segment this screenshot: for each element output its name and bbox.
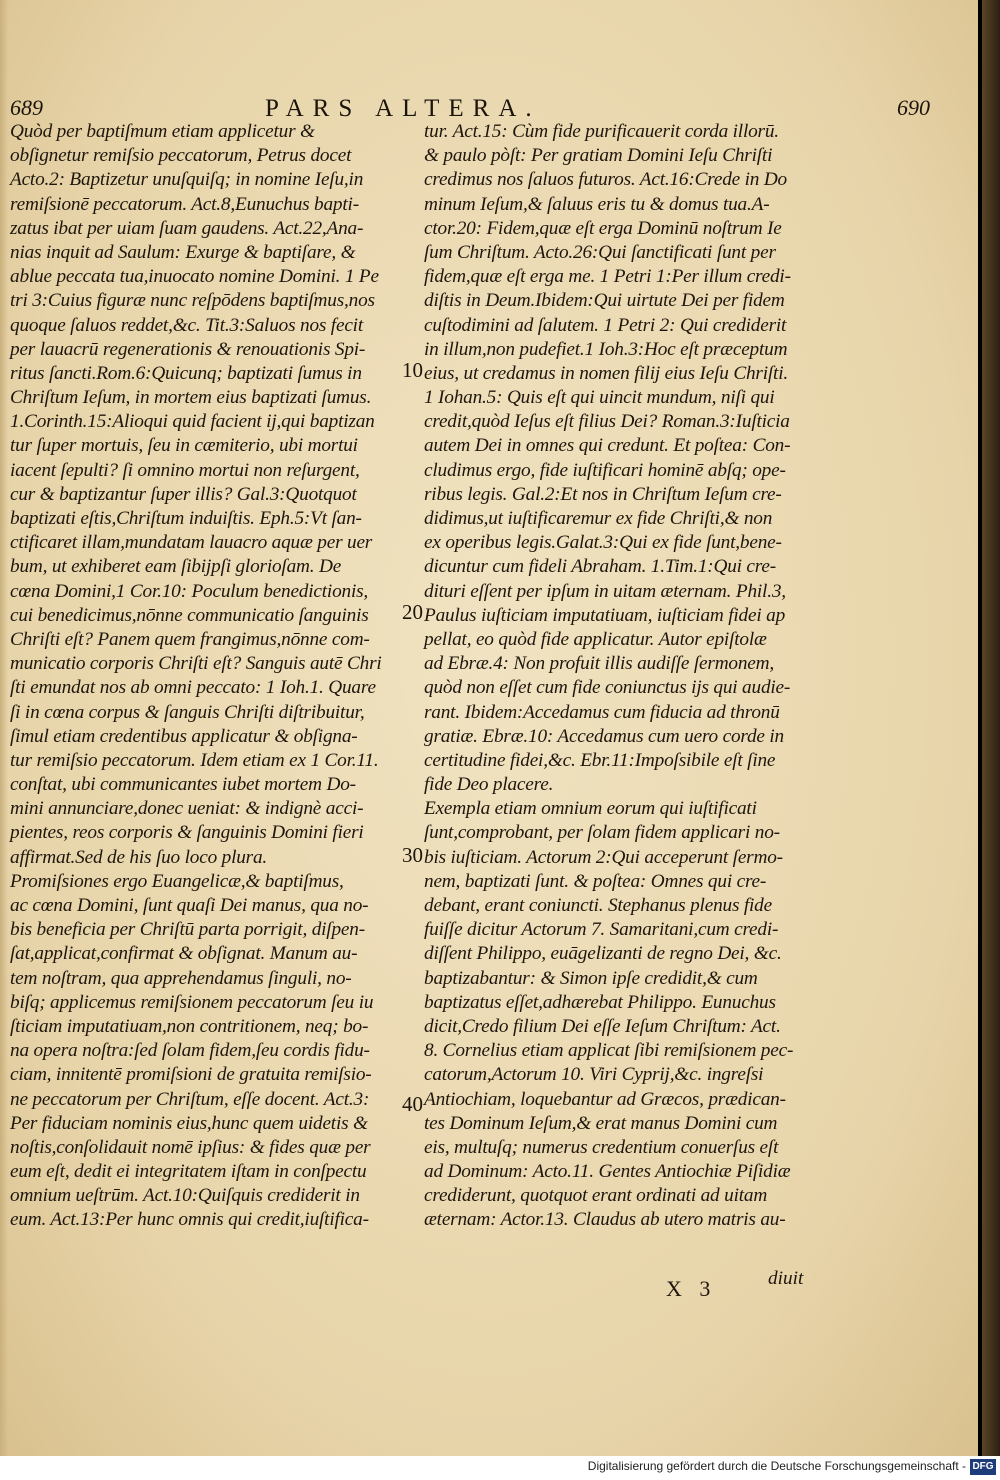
text-line: bis beneficia per Chriſtū parta porrigit, diſpen- [10, 919, 365, 941]
text-line: bis iuſticiam. Actorum 2:Qui acceperunt ſermo- [424, 846, 783, 868]
text-line: debant, erant coniuncti. Stephanus plenus fide [424, 895, 772, 916]
text-line: tes Dominum Ieſum,& erat manus Domini cum [424, 1112, 778, 1134]
text-line: & paulo pòſt: Per gratiam Domini Ieſu Chriſti [424, 145, 773, 167]
text-line: credit,quòd Ieſus eſt filius Dei? Roman.3:Iuſticia [424, 411, 790, 433]
text-line: quoque ſaluos reddet,&c. Tit.3:Saluos nos fecit [10, 314, 363, 336]
text-line: fuiſſe dicitur Actorum 7. Samaritani,cum credi- [424, 919, 779, 941]
page-number-right: 690 [897, 95, 930, 120]
footer-bar [0, 1456, 1000, 1480]
text-line: nem, baptizati ſunt. & poſtea: Omnes qui cre- [424, 870, 767, 892]
text-line: gratiæ. Ebræ.10: Accedamus cum uero corde in [424, 725, 784, 747]
text-line: cœna Domini,1 Cor.10: Poculum benedictionis, [10, 580, 369, 602]
text-line: ſticiam imputatiuam,non contritionem, neq; bo- [10, 1015, 369, 1037]
text-line: credimus nos ſaluos futuros. Act.16:Crede in Do [424, 169, 787, 191]
text-line: æternam: Actor.13. Claudus ab utero matris au- [424, 1209, 786, 1231]
line-number-40: 40 [402, 1092, 423, 1116]
text-line: remiſsionē peccatorum. Act.8,Eunuchus bapti- [10, 193, 359, 215]
text-line: diſtis in Deum.Ibidem:Qui uirtute Dei per fidem [424, 290, 785, 312]
text-line: dicit,Credo filium Dei eſſe Ieſum Chriſtum: Act. [424, 1015, 781, 1037]
text-line: ſi in cœna corpus & ſanguis Chriſti diſtribuitur, [10, 701, 365, 723]
text-line: cuſtodimini ad ſalutem. 1 Petri 2: Qui crediderit [424, 314, 787, 336]
catchword: diuit [768, 1268, 804, 1289]
text-line: tur ſuper mortuis, ſeu in cæmiterio, ubi mortui [10, 435, 358, 457]
text-line: cludimus ergo, fide iuſtificari hominē abſq; ope- [424, 459, 786, 481]
text-line: crediderunt, quotquot erant ordinati ad uitam [424, 1185, 768, 1207]
text-line: Chriſti eſt? Panem quem frangimus,nōnne com- [10, 628, 370, 650]
text-line: eius, ut credamus in nomen filij eius Ieſu Chriſti. [424, 362, 788, 384]
text-line: Per fiduciam nominis eius,hunc quem uidetis & [10, 1112, 368, 1134]
text-line: pientes, reos corporis & ſanguinis Domini fieri [10, 822, 364, 844]
text-line: dituri eſſent per ipſum in uitam æternam. Phil.3, [424, 580, 786, 602]
text-line: cui benedicimus,nōnne communicatio ſanguinis [10, 604, 369, 626]
text-line: ctificaret illam,mundatam lauacro aquæ per uer [10, 532, 373, 554]
text-line: ſum Chriſtum. Acto.26:Qui ſanctificati ſunt per [424, 241, 776, 263]
text-line: didimus,ut iuſtificaremur ex fide Chriſti,& non [424, 508, 773, 529]
running-head: PARS ALTERA. [265, 95, 541, 122]
text-line: omnium ueſtrūm. Act.10:Quiſquis crediderit in [10, 1185, 360, 1207]
book-spine [982, 0, 1000, 1480]
text-line: noſtis,conſolidauit nomē ipſius: & fides quæ per [10, 1136, 371, 1158]
signature-mark: X 3 [666, 1276, 717, 1301]
text-line: ſat,applicat,confirmat & obſignat. Manum au- [10, 943, 358, 965]
text-line: minum Ieſum,& ſaluus eris tu & domus tua.A- [424, 193, 770, 215]
page-edge [0, 0, 8, 1456]
text-line: ctor.20: Fidem,quæ eſt erga Dominū noſtrum Ie [424, 217, 782, 239]
text-line: ribus legis. Gal.2:Et nos in Chriſtum Ieſum cre- [424, 483, 782, 505]
text-line: dicuntur cum fideli Abraham. 1.Tim.1:Qui cre- [424, 556, 776, 578]
text-line: ablue peccata tua,inuocato nomine Domini. 1 Pe [10, 266, 379, 288]
right-text-column [424, 120, 820, 1233]
text-line: zatus ibat per uiam ſuam gaudens. Act.22,Ana- [10, 217, 364, 239]
text-line: tri 3:Cuius figuræ nunc reſpōdens baptiſmus,nos [10, 290, 375, 312]
text-line: biſq; applicemus remiſsionem peccatorum ſeu iu [10, 991, 374, 1013]
text-line: eis, multuſq; numerus credentium conuerſus eſt [424, 1136, 779, 1158]
text-line: ciam, innitentē promiſsioni de gratuita remiſsio- [10, 1064, 372, 1086]
text-line: fide Deo placere. [424, 774, 554, 796]
text-line: 1 Iohan.5: Quis eſt qui uincit mundum, niſi qui [424, 387, 775, 409]
text-line: diſſent Philippo, euāgelizanti de regno Dei, &c. [424, 943, 782, 965]
text-line: catorum,Actorum 10. Viri Cyprij,&c. ingreſsi [424, 1064, 764, 1086]
text-line: Chriſtum Ieſum, in mortem eius baptizati ſumus. [10, 387, 372, 409]
text-line: baptizati eſtis,Chriſtum induiſtis. Eph.5:Vt ſan- [10, 508, 362, 529]
text-line: ad Dominum: Acto.11. Gentes Antiochiæ Piſidiæ [424, 1161, 791, 1183]
text-line: ad Ebræ.4: Non profuit illis audiſſe ſermonem, [424, 653, 774, 675]
text-line: tur. Act.15: Cùm fide purificauerit corda illorū. [424, 121, 779, 142]
text-line: municatio corporis Chriſti eſt? Sanguis autē Chri [10, 653, 382, 675]
text-line: mini annunciare,donec ueniat: & indignè acci- [10, 798, 364, 820]
text-line: Antiochiam, loquebantur ad Græcos, prædican- [424, 1088, 786, 1110]
text-line: iacent ſepulti? ſi omnino mortui non reſurgent, [10, 459, 360, 481]
text-line: in illum,non pudefiet.1 Ioh.3:Hoc eſt præceptum [424, 338, 788, 360]
line-number-20: 20 [402, 600, 423, 624]
text-line: obſignetur remiſsio peccatorum, Petrus docet [10, 145, 352, 167]
page-number-left: 689 [10, 95, 43, 120]
text-line: quòd non eſſet cum fide coniunctus ijs qui audie- [424, 677, 791, 699]
text-line: certitudine fidei,&c. Ebr.11:Impoſsibile eſt ſine [424, 749, 776, 771]
text-line: nias inquit ad Saulum: Exurge & baptiſare, & [10, 241, 356, 263]
text-line: Promiſsiones ergo Euangelicæ,& baptiſmus, [10, 870, 344, 892]
text-line: ne peccatorum per Chriſtum, eſſe docent. Act.3: [10, 1088, 370, 1110]
text-line: eum eſt, dedit ei integritatem iſtam in conſpectu [10, 1161, 367, 1183]
text-line: ac cœna Domini, ſunt quaſi Dei manus, qua no- [10, 895, 369, 916]
text-line: cur & baptizantur ſuper illis? Gal.3:Quotquot [10, 483, 357, 505]
text-line: Quòd per baptiſmum etiam applicetur & [10, 121, 315, 142]
text-line: ex operibus legis.Galat.3:Qui ex fide ſunt,bene- [424, 532, 782, 554]
dfg-logo: DFG [970, 1459, 996, 1475]
text-line: Paulus iuſticiam imputatiuam, iuſticiam fidei ap [424, 604, 786, 626]
text-line: 8. Cornelius etiam applicat ſibi remiſsionem pec- [424, 1040, 794, 1062]
text-line: per lauacrū regenerationis & renouationis Spi- [10, 338, 366, 360]
text-line: tur remiſsio peccatorum. Idem etiam ex 1 Cor.11. [10, 749, 379, 771]
text-line: affirmat.Sed de his ſuo loco plura. [10, 846, 268, 868]
text-line: autem Dei in omnes qui credunt. Et poſtea: Con- [424, 435, 791, 457]
text-line: baptizabantur: & Simon ipſe credidit,& cum [424, 967, 758, 989]
text-line: eum. Act.13:Per hunc omnis qui credit,iuſtifica- [10, 1209, 369, 1231]
text-line: pellat, eo quòd fide applicatur. Autor epiſtolæ [424, 628, 767, 650]
funding-credit: Digitalisierung gefördert durch die Deutsche Forschungsgemeinschaft - [587, 1459, 966, 1473]
text-line: ſunt,comprobant, per ſolam fidem applicari no- [424, 822, 780, 844]
text-line: 1.Corinth.15:Alioqui quid facient ij,qui baptizan [10, 411, 375, 433]
text-line: rant. Ibidem:Accedamus cum fiducia ad thronū [424, 701, 780, 723]
text-line: baptizatus eſſet,adhærebat Philippo. Eunuchus [424, 991, 776, 1013]
line-number-30: 30 [402, 843, 423, 867]
text-line: tem noſtram, qua apprehendamus ſinguli, no- [10, 967, 352, 989]
text-line: Acto.2: Baptizetur unuſquiſq; in nomine Ieſu,in [10, 169, 364, 191]
text-line: Exempla etiam omnium eorum qui iuſtificati [424, 798, 757, 820]
text-line: ritus ſancti.Rom.6:Quicunq; baptizati ſumus in [10, 362, 362, 384]
text-line: na opera noſtra:ſed ſolam fidem,ſeu cordis fidu- [10, 1040, 370, 1062]
text-line: fidem,quæ eſt erga me. 1 Petri 1:Per illum credi- [424, 266, 791, 288]
text-line: conſtat, ubi communicantes iubet mortem Do- [10, 774, 356, 796]
text-line: ſimul etiam credentibus applicatur & obſigna- [10, 725, 358, 747]
line-number-10: 10 [402, 358, 423, 382]
text-line: ſti emundat nos ab omni peccato: 1 Ioh.1. Quare [10, 677, 376, 699]
text-line: bum, ut exhiberet eam ſibiјpſi glorioſam. De [10, 556, 342, 578]
left-text-column [10, 120, 406, 1233]
